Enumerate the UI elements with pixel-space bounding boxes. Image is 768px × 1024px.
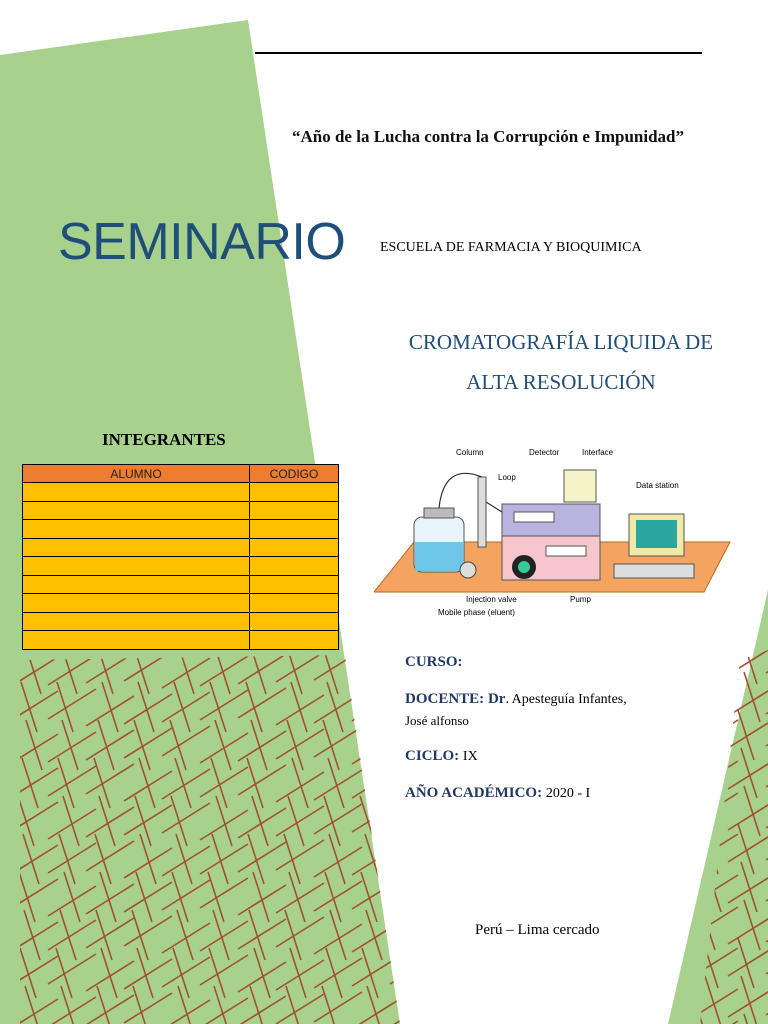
alumno-cell [23, 631, 250, 650]
green-panel-right [668, 590, 768, 1024]
table-row [23, 520, 339, 539]
label-interface: Interface [582, 448, 614, 457]
hatch-stroke [363, 682, 379, 732]
interface-box [564, 470, 596, 502]
hatch-stroke [705, 748, 721, 798]
alumno-cell [23, 612, 250, 631]
anio-value: 2020 - I [545, 786, 591, 801]
place-text: Perú – Lima cercado [475, 922, 600, 938]
hatch-stroke [352, 734, 400, 764]
hatch-stroke [690, 679, 738, 709]
ciclo-label: CICLO: [405, 748, 460, 764]
injection-valve [460, 562, 476, 578]
alumno-cell [23, 520, 250, 539]
label-data-station: Data station [636, 481, 679, 490]
title-line-2: ALTA RESOLUCIÓN [466, 370, 656, 394]
seminario-title: SEMINARIO [58, 213, 346, 271]
table-row [23, 501, 339, 520]
label-loop: Loop [498, 473, 516, 482]
codigo-cell [250, 501, 339, 520]
column-header-alumno: ALUMNO [23, 465, 250, 483]
column [478, 477, 486, 547]
label-injection-valve: Injection valve [466, 595, 517, 604]
alumno-cell [23, 557, 250, 576]
table-row [23, 575, 339, 594]
table-row [23, 557, 339, 576]
keyboard [614, 564, 694, 578]
hplc-diagram [374, 442, 734, 620]
table-row [23, 631, 339, 650]
school-name: ESCUELA DE FARMACIA Y BIOQUIMICA [380, 240, 642, 255]
alumno-cell [23, 575, 250, 594]
docente-label: DOCENTE: [405, 691, 485, 707]
hatch-stroke [403, 986, 419, 1024]
column-header-codigo: CODIGO [250, 465, 339, 483]
hatch-stroke [352, 691, 400, 721]
hatch-stroke [367, 644, 383, 694]
label-mobile-phase: Mobile phase (eluent) [438, 608, 515, 617]
docente-name: . Apesteguía Infantes, [505, 692, 627, 707]
hatch-stroke [364, 758, 380, 808]
codigo-cell [250, 520, 339, 539]
alumno-cell [23, 594, 250, 613]
members-header-row [23, 465, 339, 483]
hatch-stroke [402, 910, 418, 960]
docente-title: Dr [487, 691, 506, 707]
hatch-stroke [398, 948, 414, 998]
curso-row [405, 654, 463, 671]
document-title [360, 322, 762, 402]
codigo-cell [250, 557, 339, 576]
hatch-stroke [390, 954, 438, 984]
hatch-stroke [390, 843, 438, 873]
codigo-cell [250, 594, 339, 613]
codigo-cell [250, 575, 339, 594]
hatch-stroke [690, 647, 738, 677]
alumno-cell [23, 538, 250, 557]
ciclo-row [405, 748, 478, 765]
codigo-cell [250, 483, 339, 502]
table-row [23, 612, 339, 631]
alumno-cell [23, 483, 250, 502]
hatch-stroke [702, 710, 718, 760]
codigo-cell [250, 631, 339, 650]
label-detector: Detector [529, 448, 560, 457]
curso-label: CURSO: [405, 654, 463, 670]
anio-row [405, 785, 590, 802]
hatch-stroke [406, 872, 422, 922]
members-heading: INTEGRANTES [102, 430, 226, 449]
hatch-stroke [352, 657, 400, 687]
codigo-cell [250, 612, 339, 631]
alumno-cell [23, 501, 250, 520]
hatch-stroke [405, 796, 421, 846]
label-pump: Pump [570, 595, 591, 604]
label-column: Column [456, 448, 484, 457]
table-row [23, 483, 339, 502]
hatch-stroke [368, 720, 384, 770]
codigo-cell [250, 538, 339, 557]
hatch-stroke [401, 834, 417, 884]
table-row [23, 594, 339, 613]
hatch-stroke [390, 886, 438, 916]
hatch-stroke [705, 634, 721, 684]
hatch-stroke [390, 920, 438, 950]
ciclo-value: IX [462, 749, 478, 764]
members-table [22, 464, 339, 650]
anio-label: AÑO ACADÉMICO: [405, 785, 543, 801]
members-body [23, 483, 339, 650]
top-rule [255, 52, 702, 54]
docente-name-cont: José alfonso [405, 713, 469, 728]
hatch-stroke [699, 672, 715, 722]
hatch-stroke [390, 809, 438, 839]
docente-row [405, 691, 627, 708]
hatch-stroke [699, 786, 715, 836]
table-row [23, 538, 339, 557]
motto-text: “Año de la Lucha contra la Corrupción e Impunidad” [292, 127, 684, 146]
title-line-1: CROMATOGRAFÍA LIQUIDA DE [408, 330, 714, 354]
